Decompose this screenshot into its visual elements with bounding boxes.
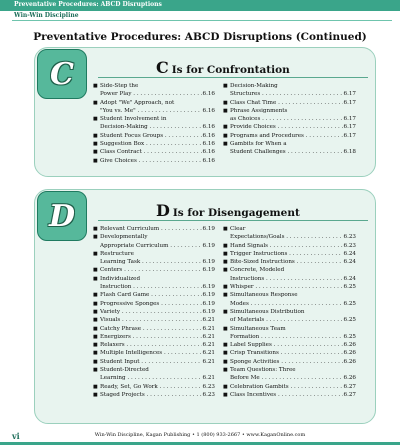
list-item — [92, 291, 215, 299]
item-entry — [100, 383, 215, 391]
item-text-line: Simultaneous Team — [230, 325, 286, 332]
item-label: Hand Signals . . . — [230, 242, 343, 250]
item-page: 6.16 — [202, 157, 215, 164]
item-page: 6.25 — [343, 333, 356, 340]
item-label: Learning Task . . . — [100, 258, 202, 266]
item-entry — [230, 300, 356, 308]
item-page: 6.16 — [202, 107, 215, 114]
item-label: Crisp Transitions . . . — [230, 349, 343, 357]
item-text-line: Gambits for When a — [230, 141, 287, 148]
item-label: Student Focus Groups . . . — [100, 132, 202, 140]
item-entry — [230, 90, 356, 98]
list-item — [222, 242, 356, 250]
item-label: Instruction . . . — [100, 283, 202, 291]
item-entry — [230, 383, 356, 391]
item-page: 6.26 — [343, 342, 356, 349]
page-title: Preventative Procedures: ABCD Disruptions (Continued) — [33, 31, 367, 43]
item-entry — [100, 123, 215, 131]
item-entry — [230, 148, 356, 156]
item-label: Give Choices . . . — [100, 157, 202, 165]
badge-letter: C — [50, 56, 74, 92]
bullet-icon: ■ — [93, 358, 98, 365]
item-entry — [100, 283, 215, 291]
item-page: 6.16 — [202, 132, 215, 139]
item-label: Celebration Gambits . . . — [230, 383, 343, 391]
bullet-icon: ■ — [223, 267, 228, 274]
item-page: 6.23 — [343, 242, 356, 249]
bullet-icon: ■ — [93, 300, 98, 307]
bullet-icon: ■ — [223, 83, 228, 89]
bullet-icon: ■ — [223, 383, 228, 390]
item-label: Decision-Making . . . — [100, 123, 202, 131]
item-text-line: Phrase Assignments — [230, 107, 288, 114]
list-item — [92, 82, 215, 99]
list-item — [222, 99, 356, 107]
item-page: 6.16 — [202, 91, 215, 98]
list-item — [92, 225, 215, 233]
bullet-icon: ■ — [223, 367, 228, 374]
item-label: Energizers . . . — [100, 333, 202, 341]
item-text-line: Individualized — [100, 275, 141, 282]
item-label: Structures . . . — [230, 90, 343, 98]
item-page: 6.21 — [202, 325, 215, 332]
item-page: 6.17 — [343, 99, 356, 106]
item-entry — [230, 242, 356, 250]
item-page: 6.17 — [343, 124, 356, 131]
item-text-line: Student Involvement in — [100, 116, 167, 123]
list-item — [92, 325, 215, 333]
disengagement-list-left — [92, 225, 215, 399]
bullet-icon: ■ — [223, 250, 228, 257]
item-entry — [230, 349, 356, 357]
bullet-icon: ■ — [223, 107, 228, 114]
bullet-icon: ■ — [223, 259, 228, 266]
list-item — [222, 225, 356, 242]
confrontation-heading — [156, 58, 290, 77]
heading-rule — [98, 220, 368, 221]
bullet-icon: ■ — [93, 275, 98, 282]
item-label: Provide Choices . . . — [230, 123, 343, 131]
item-entry — [230, 275, 356, 283]
item-text-line: Restructure — [100, 250, 134, 257]
item-entry — [100, 225, 215, 233]
item-page: 6.21 — [202, 358, 215, 365]
item-label: Class Contract . . . — [100, 148, 202, 156]
item-page: 6.19 — [202, 292, 215, 299]
bullet-icon: ■ — [93, 226, 98, 232]
item-label: Relaxers . . . — [100, 341, 202, 349]
item-label: Appropriate Curriculum . . . — [100, 242, 202, 250]
list-item — [92, 99, 215, 116]
badge-letter: D — [48, 198, 75, 234]
list-item — [92, 391, 215, 399]
item-text-line: Student-Directed — [100, 367, 149, 374]
item-page: 6.23 — [343, 234, 356, 241]
list-item — [92, 358, 215, 366]
item-entry — [230, 115, 356, 123]
item-label: Programs and Procedures . . . — [230, 132, 343, 140]
item-page: 6.27 — [343, 391, 356, 398]
running-header-title: Preventative Procedures: ABCD Disruptions — [14, 1, 162, 8]
list-item — [222, 358, 356, 366]
bullet-icon: ■ — [93, 99, 98, 106]
item-page: 6.19 — [202, 284, 215, 291]
heading-letter: C — [156, 58, 169, 77]
item-entry — [100, 242, 215, 250]
item-page: 6.19 — [202, 242, 215, 249]
item-text-line: Simultaneous Distribution — [230, 308, 305, 315]
item-entry — [100, 341, 215, 349]
list-item — [92, 341, 215, 349]
letter-d-badge-icon — [37, 191, 87, 241]
item-label: Whisper . . . — [230, 283, 343, 291]
list-item — [92, 157, 215, 165]
bullet-icon: ■ — [93, 317, 98, 324]
list-item — [222, 266, 356, 283]
list-item — [92, 316, 215, 324]
bullet-icon: ■ — [93, 391, 98, 398]
bullet-icon: ■ — [93, 342, 98, 349]
item-label: Formation . . . — [230, 333, 343, 341]
bullet-icon: ■ — [223, 132, 228, 139]
item-text-line: Adopt "We" Approach, not — [100, 99, 175, 106]
list-item — [222, 140, 356, 157]
list-item — [222, 107, 356, 124]
item-entry — [230, 250, 356, 258]
item-page: 6.19 — [202, 267, 215, 274]
bullet-icon: ■ — [93, 83, 98, 89]
item-entry — [230, 233, 356, 241]
disengagement-heading — [156, 201, 300, 220]
bullet-icon: ■ — [93, 116, 98, 123]
list-item — [222, 82, 356, 99]
list-item — [222, 391, 356, 399]
item-page: 6.16 — [202, 141, 215, 148]
item-page: 6.16 — [202, 124, 215, 131]
item-label: Progressive Sponges . . . — [100, 300, 202, 308]
item-entry — [100, 148, 215, 156]
item-text-line: Simultaneous Response — [230, 292, 298, 299]
item-entry — [230, 258, 356, 266]
bullet-icon: ■ — [93, 267, 98, 274]
item-entry — [230, 316, 356, 324]
item-entry — [100, 325, 215, 333]
item-entry — [230, 123, 356, 131]
list-item — [92, 140, 215, 148]
list-item — [222, 325, 356, 342]
item-label: Label Supplies . . . — [230, 341, 343, 349]
item-label: Student Challenges . . . — [230, 148, 343, 156]
header-rule — [12, 20, 392, 21]
list-item — [92, 275, 215, 292]
list-item — [92, 250, 215, 267]
item-page: 6.26 — [343, 350, 356, 357]
item-entry — [100, 358, 215, 366]
heading-rule — [98, 77, 368, 78]
item-page: 6.24 — [343, 259, 356, 266]
item-label: Class Chat Time . . . — [230, 99, 343, 107]
bullet-icon: ■ — [93, 157, 98, 164]
page-number: vi — [12, 431, 20, 441]
footer-credit: Win-Win Discipline, Kagan Publishing • 1 (800) 933-2667 • www.KaganOnline.com — [94, 432, 306, 438]
item-label: Learning . . . — [100, 374, 202, 382]
item-entry — [230, 358, 356, 366]
disengagement-list-right — [222, 225, 356, 399]
list-item — [222, 366, 356, 383]
item-entry — [230, 391, 356, 399]
item-page: 6.19 — [202, 259, 215, 266]
list-item — [92, 349, 215, 357]
item-entry — [100, 316, 215, 324]
item-entry — [230, 374, 356, 382]
item-label: Bite-Sized Instructions . . . — [230, 258, 343, 266]
item-label: Class Incentives . . . — [230, 391, 343, 399]
confrontation-list-left — [92, 82, 215, 165]
heading-text: Is for Disengagement — [172, 207, 300, 219]
item-page: 6.18 — [343, 149, 356, 156]
item-text-line: Team Questions: Three — [230, 367, 296, 374]
item-page: 6.17 — [343, 132, 356, 139]
list-item — [92, 233, 215, 250]
item-page: 6.25 — [343, 300, 356, 307]
heading-text: Is for Confrontation — [171, 64, 290, 76]
list-item — [92, 148, 215, 156]
item-page: 6.23 — [202, 383, 215, 390]
item-label: Sponge Activities . . . — [230, 358, 343, 366]
item-entry — [230, 283, 356, 291]
bullet-icon: ■ — [223, 141, 228, 148]
item-label: Catchy Phrase . . . — [100, 325, 202, 333]
item-text-line: Concrete, Modeled — [230, 267, 285, 274]
item-label: Before Me . . . — [230, 374, 343, 382]
bullet-icon: ■ — [223, 292, 228, 299]
bullet-icon: ■ — [93, 325, 98, 332]
heading-letter: D — [156, 201, 170, 220]
item-page: 6.16 — [202, 149, 215, 156]
item-entry — [100, 349, 215, 357]
item-entry — [100, 300, 215, 308]
letter-c-badge-icon — [37, 49, 87, 99]
bullet-icon: ■ — [223, 342, 228, 349]
item-label: Power Play . . . — [100, 90, 202, 98]
list-item — [92, 333, 215, 341]
item-page: 6.19 — [202, 300, 215, 307]
item-label: Visuals . . . — [100, 316, 202, 324]
item-entry — [100, 132, 215, 140]
item-entry — [100, 107, 215, 115]
confrontation-list-right — [222, 82, 356, 157]
list-item — [92, 115, 215, 132]
list-item — [222, 341, 356, 349]
item-entry — [100, 291, 215, 299]
item-entry — [100, 266, 215, 274]
item-label: Student Input . . . — [100, 358, 202, 366]
bullet-icon: ■ — [93, 149, 98, 156]
bullet-icon: ■ — [93, 350, 98, 357]
list-item — [92, 383, 215, 391]
item-label: "You vs. Me" . . . — [100, 107, 202, 115]
item-label: Flash Card Game . . . — [100, 291, 202, 299]
item-entry — [230, 341, 356, 349]
item-text-line: Decision-Making — [230, 83, 278, 89]
list-item — [222, 308, 356, 325]
item-label: as Choices . . . — [230, 115, 343, 123]
item-page: 6.19 — [202, 226, 215, 232]
bullet-icon: ■ — [223, 284, 228, 291]
item-entry — [100, 308, 215, 316]
item-page: 6.24 — [343, 250, 356, 257]
item-label: Trigger Instructions . . . — [230, 250, 343, 258]
bullet-icon: ■ — [93, 383, 98, 390]
bullet-icon: ■ — [223, 99, 228, 106]
bullet-icon: ■ — [223, 242, 228, 249]
item-label: Multiple Intelligences . . . — [100, 349, 202, 357]
item-entry — [100, 258, 215, 266]
list-item — [92, 266, 215, 274]
bullet-icon: ■ — [223, 350, 228, 357]
list-item — [222, 283, 356, 291]
item-entry — [230, 99, 356, 107]
item-entry — [100, 157, 215, 165]
bullet-icon: ■ — [223, 226, 228, 232]
list-item — [92, 132, 215, 140]
bullet-icon: ■ — [93, 234, 98, 241]
list-item — [222, 349, 356, 357]
item-entry — [100, 391, 215, 399]
bullet-icon: ■ — [223, 325, 228, 332]
item-label: Variety . . . — [100, 308, 202, 316]
list-item — [222, 383, 356, 391]
list-item — [92, 366, 215, 383]
item-label: Suggestion Box . . . — [100, 140, 202, 148]
item-entry — [230, 333, 356, 341]
item-page: 6.21 — [202, 350, 215, 357]
item-text-line: Clear — [230, 226, 246, 232]
item-page: 6.21 — [202, 333, 215, 340]
bullet-icon: ■ — [93, 132, 98, 139]
list-item — [222, 250, 356, 258]
item-page: 6.19 — [202, 308, 215, 315]
item-label: Expectations/Goals . . . — [230, 233, 343, 241]
item-page: 6.26 — [343, 358, 356, 365]
item-label: Centers . . . — [100, 266, 202, 274]
list-item — [222, 258, 356, 266]
bullet-icon: ■ — [223, 391, 228, 398]
item-page: 6.25 — [343, 317, 356, 324]
item-page: 6.26 — [343, 375, 356, 382]
list-item — [222, 291, 356, 308]
item-text-line: Side-Step the — [100, 83, 139, 89]
bullet-icon: ■ — [223, 308, 228, 315]
bullet-icon: ■ — [93, 250, 98, 257]
item-page: 6.24 — [343, 275, 356, 282]
item-entry — [100, 333, 215, 341]
item-text-line: Developmentally — [100, 234, 148, 241]
bullet-icon: ■ — [93, 141, 98, 148]
list-item — [222, 132, 356, 140]
item-page: 6.23 — [202, 391, 215, 398]
item-label: Modes . . . — [230, 300, 343, 308]
item-label: Ready, Set, Go Work . . . — [100, 383, 202, 391]
bullet-icon: ■ — [223, 124, 228, 131]
item-label: of Materials . . . — [230, 316, 343, 324]
item-page: 6.17 — [343, 116, 356, 123]
item-page: 6.17 — [343, 91, 356, 98]
list-item — [92, 300, 215, 308]
item-label: Staged Projects . . . — [100, 391, 202, 399]
bullet-icon: ■ — [223, 358, 228, 365]
item-page: 6.27 — [343, 383, 356, 390]
running-header-book: Win-Win Discipline — [14, 12, 79, 19]
item-page: 6.21 — [202, 317, 215, 324]
item-entry — [100, 90, 215, 98]
item-entry — [100, 140, 215, 148]
item-entry — [230, 132, 356, 140]
item-label: Relevant Curriculum . . . — [100, 225, 202, 233]
bullet-icon: ■ — [93, 308, 98, 315]
item-entry — [100, 374, 215, 382]
item-page: 6.21 — [202, 375, 215, 382]
bullet-icon: ■ — [93, 292, 98, 299]
item-page: 6.21 — [202, 342, 215, 349]
bullet-icon: ■ — [93, 367, 98, 374]
item-page: 6.25 — [343, 284, 356, 291]
list-item — [92, 308, 215, 316]
bullet-icon: ■ — [93, 333, 98, 340]
item-label: Instructions . . . — [230, 275, 343, 283]
list-item — [222, 123, 356, 131]
